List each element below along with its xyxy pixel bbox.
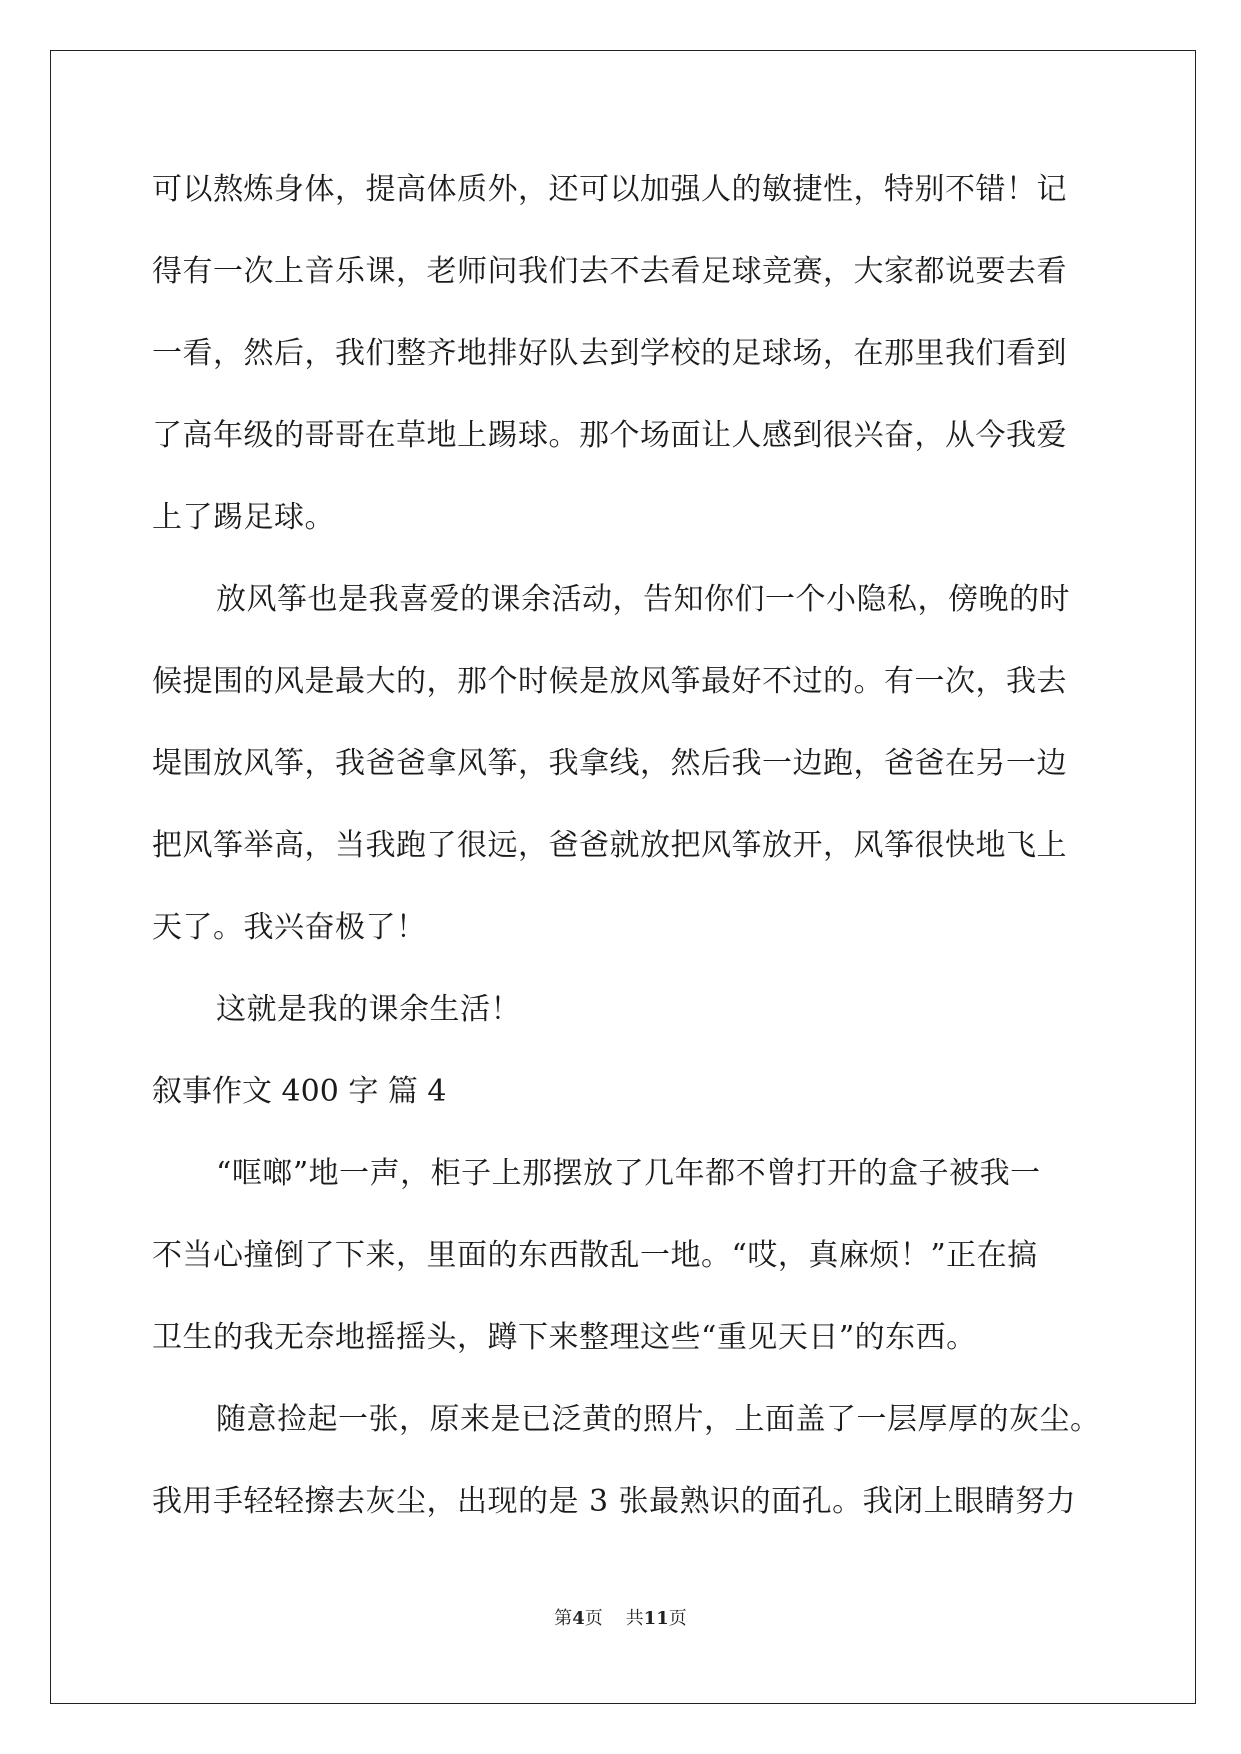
footer-prefix: 第 (554, 1608, 573, 1629)
paragraph-start-line: 随意捡起一张，原来是已泛黄的照片，上面盖了一层厚厚的灰尘。 (216, 1402, 1101, 1437)
paragraph-start-line: 放风筝也是我喜爱的课余活动，告知你们一个小隐私，傍晚的时 (216, 582, 1070, 617)
text-line: 堤围放风筝，我爸爸拿风筝，我拿线，然后我一边跑，爸爸在另一边 (152, 746, 1067, 781)
document-body (152, 165, 1101, 1559)
text-line: 候提围的风是最大的，那个时候是放风筝最好不过的。有一次，我去 (152, 664, 1067, 699)
footer-total-suffix: 页 (668, 1608, 687, 1629)
text-line: 把风筝举高，当我跑了很远，爸爸就放把风筝放开，风筝很快地飞上 (152, 828, 1067, 863)
text-line: 卫生的我无奈地摇摇头，蹲下来整理这些“重见天日”的东西。 (152, 1320, 977, 1355)
text-line: 我用手轻轻擦去灰尘，出现的是 3 张最熟识的面孔。我闭上眼睛努力 (152, 1484, 1077, 1519)
footer-page-suffix: 页 (584, 1608, 603, 1629)
paragraph-start-line: 这就是我的课余生活！ (216, 992, 521, 1027)
text-line: 可以熬炼身体，提高体质外，还可以加强人的敏捷性，特别不错！记 (152, 172, 1067, 207)
text-line: 不当心撞倒了下来，里面的东西散乱一地。“哎，真麻烦！”正在搞 (152, 1238, 1038, 1273)
current-page-number: 4 (572, 1608, 585, 1629)
text-line: 了高年级的哥哥在草地上踢球。那个场面让人感到很兴奋，从今我爱 (152, 418, 1067, 453)
total-page-count: 11 (643, 1608, 669, 1629)
text-line: 得有一次上音乐课，老师问我们去不去看足球竞赛，大家都说要去看 (152, 254, 1067, 289)
page-footer (0, 1604, 1241, 1630)
paragraph-start-line: “哐啷”地一声，柜子上那摆放了几年都不曾打开的盒子被我一 (216, 1156, 1041, 1191)
section-heading: 叙事作文 400 字 篇 4 (152, 1074, 447, 1109)
text-line: 一看，然后，我们整齐地排好队去到学校的足球场，在那里我们看到 (152, 336, 1067, 371)
text-line: 上了踢足球。 (152, 500, 335, 535)
text-line: 天了。我兴奋极了！ (152, 910, 427, 945)
footer-total-prefix: 共 (625, 1608, 644, 1629)
